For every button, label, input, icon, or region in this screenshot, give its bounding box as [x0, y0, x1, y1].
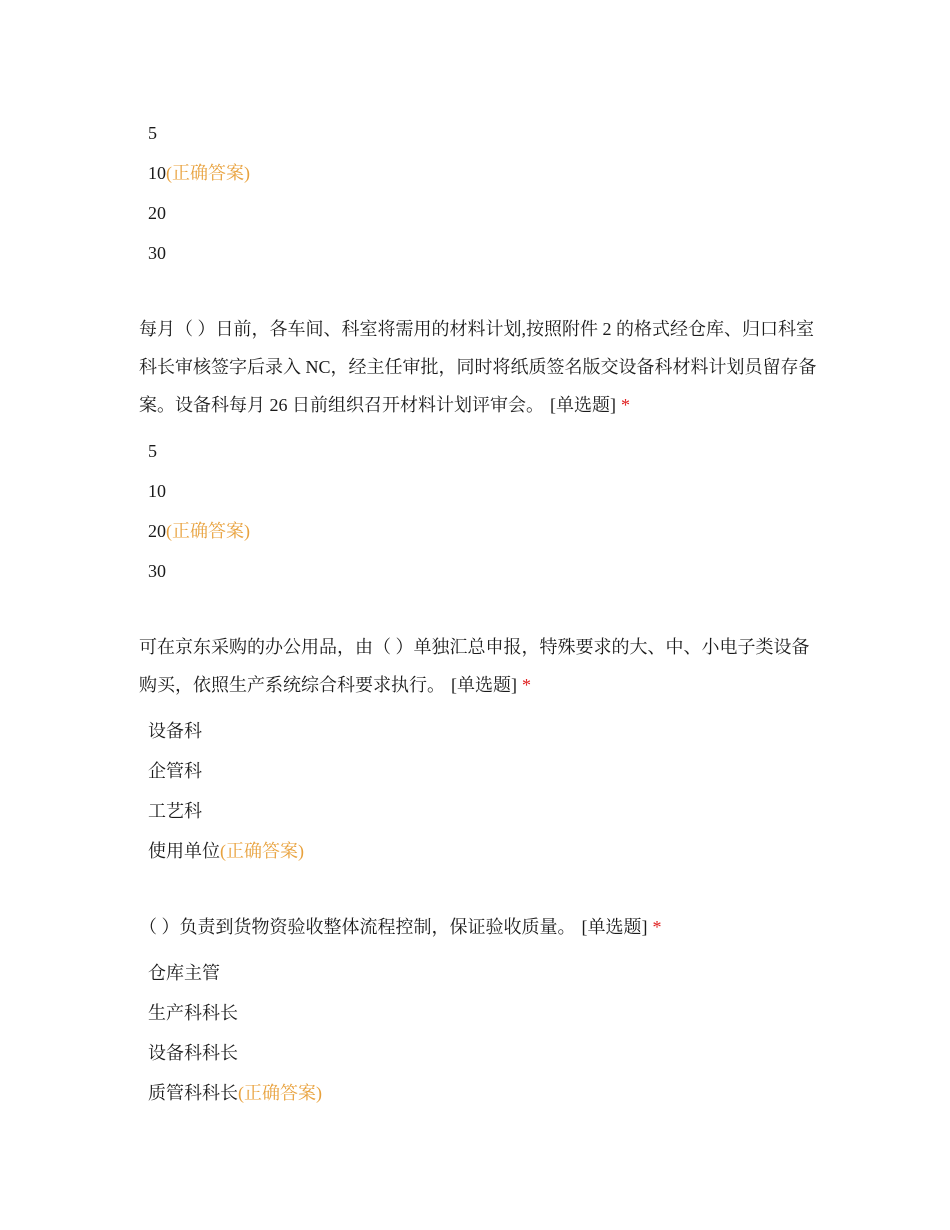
question-body: （ ）负责到货物资验收整体流程控制，保证验收质量。 — [139, 917, 576, 937]
option-text: 仓库主管 — [148, 963, 220, 983]
required-mark: * — [652, 917, 662, 937]
required-mark: * — [621, 395, 630, 415]
option-list — [148, 953, 322, 1113]
option-text: 30 — [148, 561, 166, 581]
correct-answer-marker: (正确答案) — [166, 163, 250, 183]
correct-answer-marker: (正确答案) — [238, 1083, 322, 1103]
question-type-label: [单选题] — [581, 917, 648, 937]
option-item — [148, 113, 250, 153]
option-item — [148, 471, 250, 511]
option-item — [148, 993, 322, 1033]
question-type-label: [单选题] — [451, 675, 517, 695]
option-text: 10 — [148, 163, 166, 183]
option-item — [148, 153, 250, 193]
option-item — [148, 511, 250, 551]
correct-answer-marker: (正确答案) — [220, 841, 304, 861]
option-text: 生产科科长 — [148, 1003, 238, 1023]
option-text: 工艺科 — [148, 801, 202, 821]
question-body: 每月（ ）日前，各车间、科室将需用的材料计划,按照附件 2 的格式经仓库、归口科室科长审核签字后录入 NC，经主任审批，同时将纸质签名版交设备科材料计划员留存备案。设备科每月 26 日前组织召开材料计划评审会。 — [139, 319, 817, 415]
option-list — [148, 113, 250, 273]
option-text: 5 — [148, 441, 157, 461]
option-text: 企管科 — [148, 761, 202, 781]
option-text: 设备科科长 — [148, 1043, 238, 1063]
option-item — [148, 711, 304, 751]
option-text: 使用单位 — [148, 841, 220, 861]
correct-answer-marker: (正确答案) — [166, 521, 250, 541]
question-type-label: [单选题] — [550, 395, 616, 415]
option-list — [148, 711, 304, 871]
option-item — [148, 831, 304, 871]
option-item — [148, 791, 304, 831]
option-list — [148, 431, 250, 591]
option-text: 5 — [148, 123, 157, 143]
option-text: 10 — [148, 481, 166, 501]
option-text: 20 — [148, 203, 166, 223]
option-text: 30 — [148, 243, 166, 263]
option-item — [148, 751, 304, 791]
option-text: 20 — [148, 521, 166, 541]
option-item — [148, 953, 322, 993]
required-mark: * — [522, 675, 531, 695]
option-item — [148, 1033, 322, 1073]
option-item — [148, 233, 250, 273]
option-text: 质管科科长 — [148, 1083, 238, 1103]
question-body: 可在京东采购的办公用品，由（ ）单独汇总申报，特殊要求的大、中、小电子类设备购买，依照生产系统综合科要求执行。 — [139, 637, 810, 695]
option-item — [148, 193, 250, 233]
option-item — [148, 551, 250, 591]
question-text — [139, 908, 819, 946]
option-text: 设备科 — [148, 721, 202, 741]
question-text — [139, 628, 819, 704]
option-item — [148, 1073, 322, 1113]
question-text — [139, 310, 819, 424]
option-item — [148, 431, 250, 471]
